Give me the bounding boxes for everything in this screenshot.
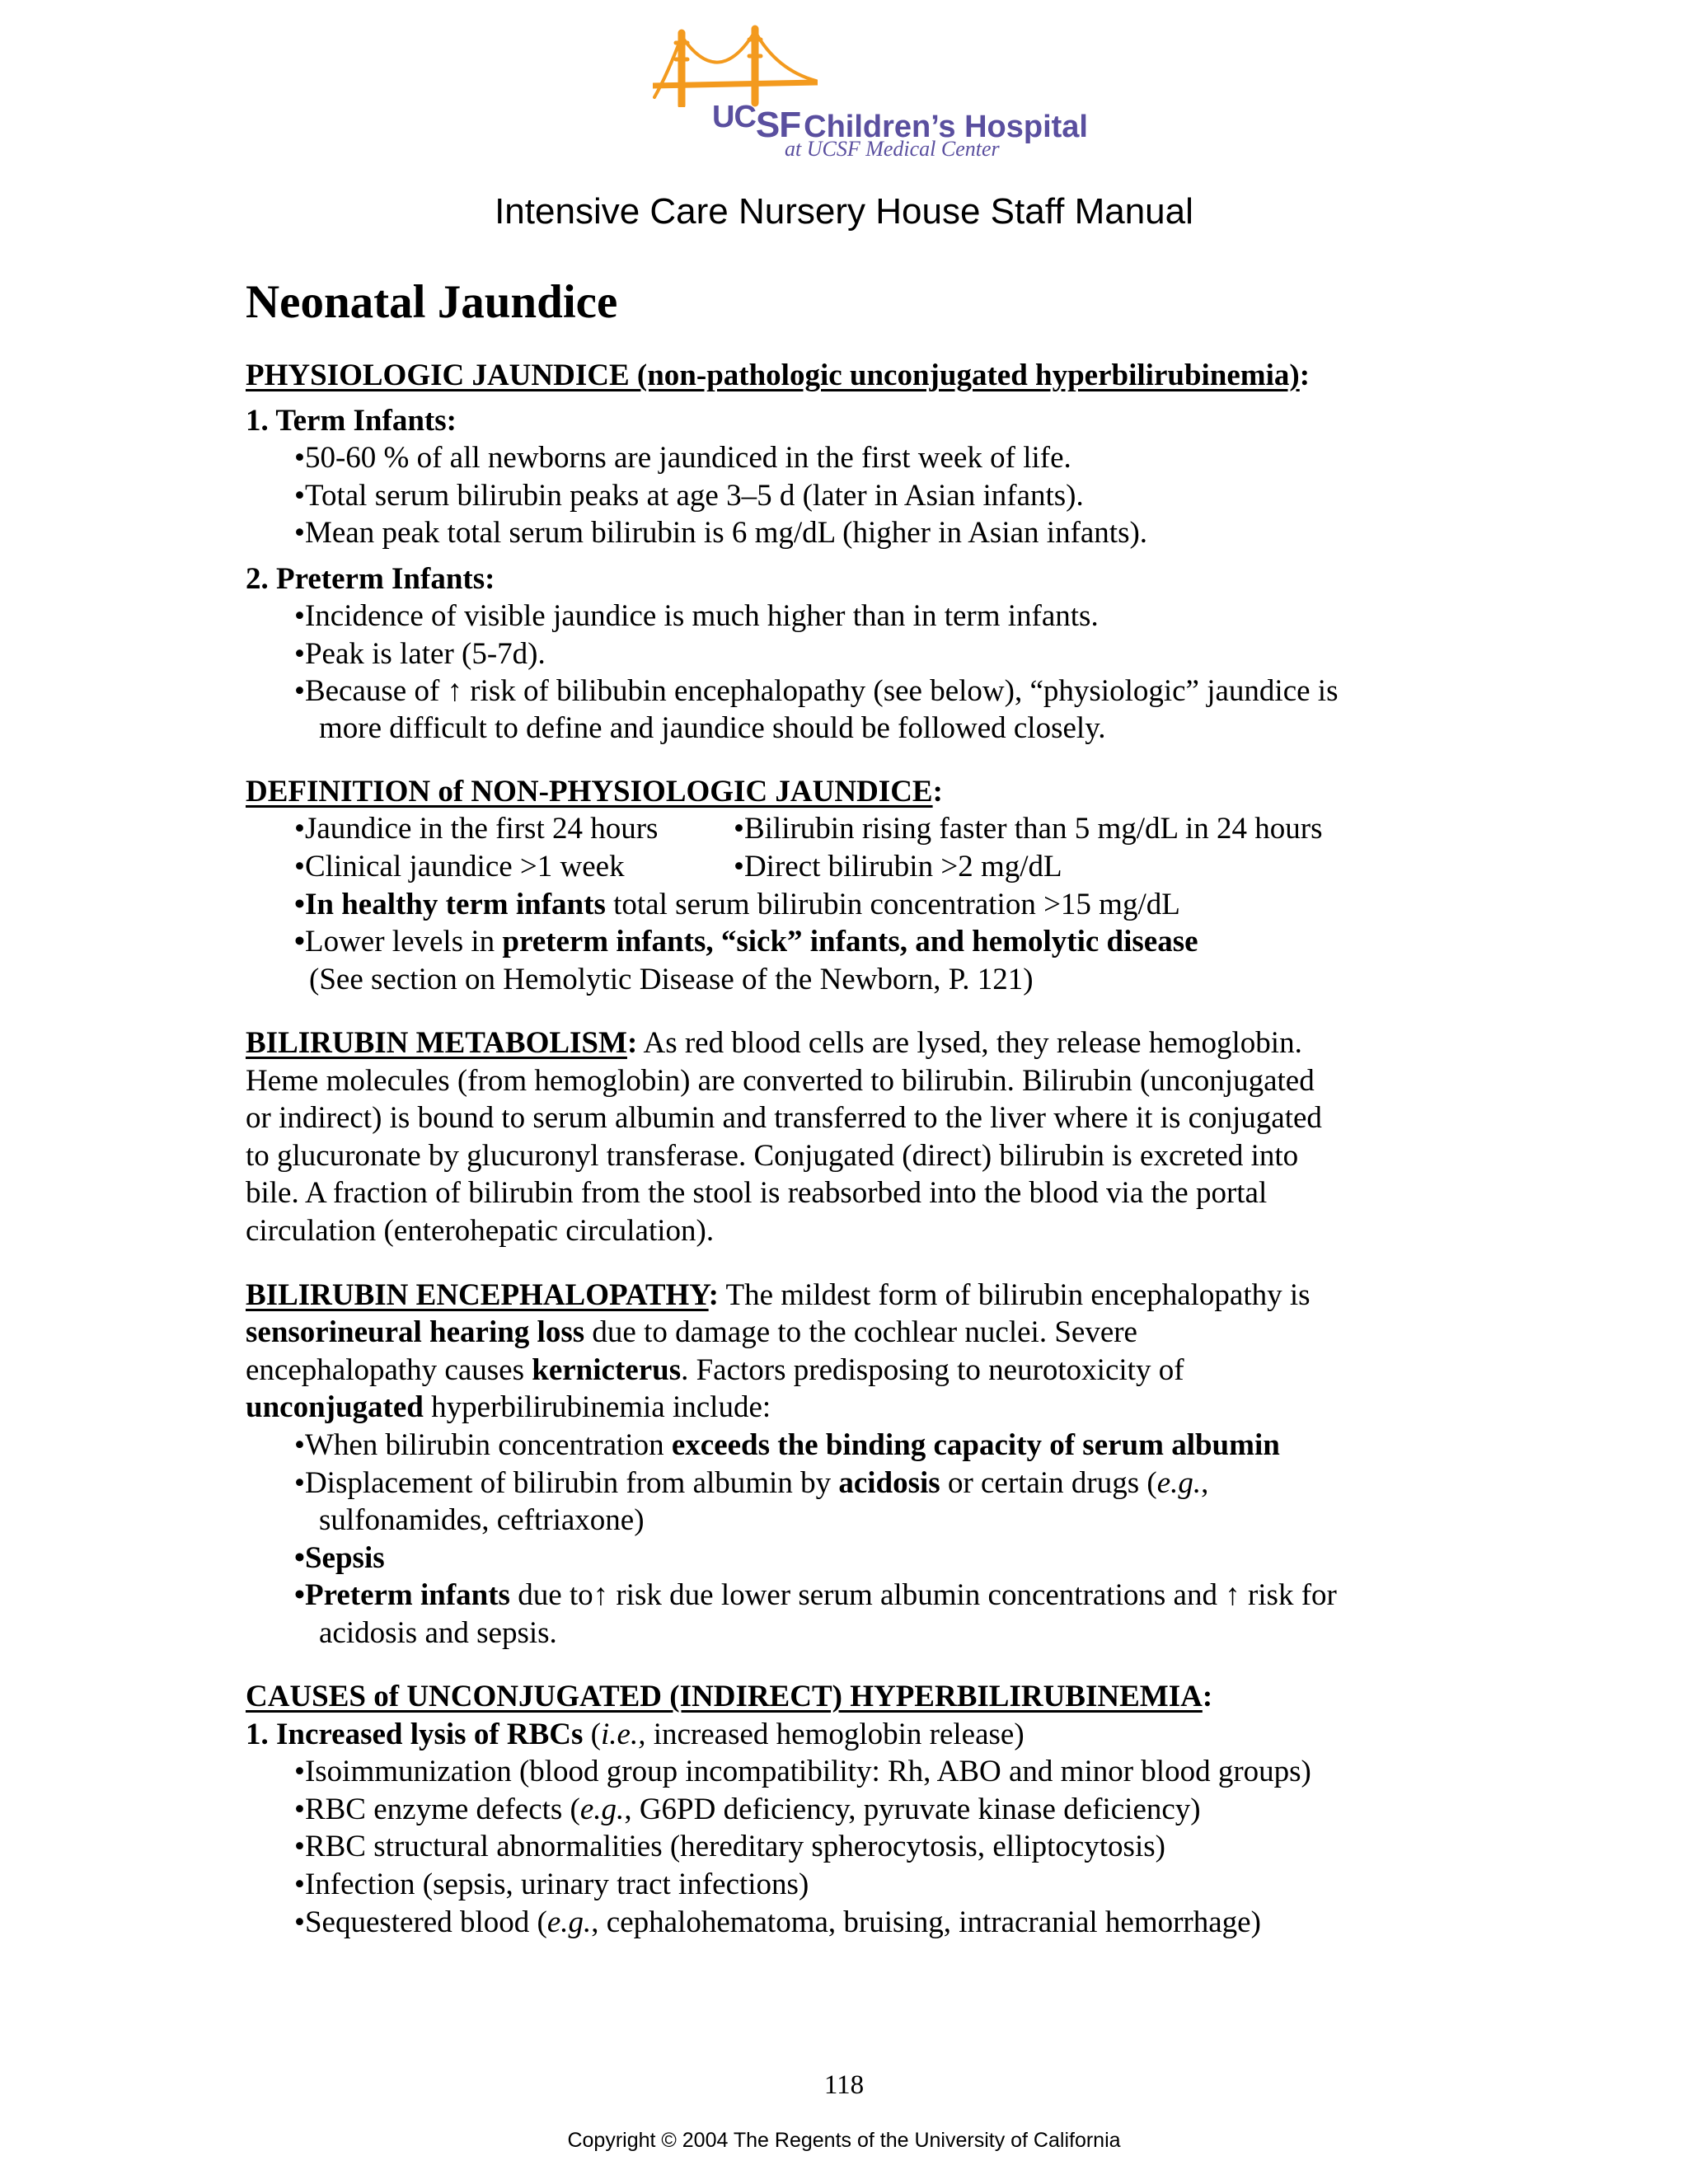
list-item: •Lower levels in preterm infants, “sick” infants, and hemolytic disease: [294, 925, 1198, 958]
list-item: •50-60 % of all newborns are jaundiced in the first week of life.: [294, 441, 1071, 475]
list-item: •Displacement of bilirubin from albumin by acidosis or certain drugs (e.g.,: [294, 1466, 1209, 1500]
list-item: •Total serum bilirubin peaks at age 3–5 d (later in Asian infants).: [294, 479, 1084, 513]
list-item: •Clinical jaundice >1 week: [294, 850, 625, 883]
list-item: •Preterm infants due to↑ risk due lower serum albumin concentrations and ↑ risk for: [294, 1578, 1337, 1612]
page-title: Neonatal Jaundice: [246, 276, 618, 328]
list-item: •RBC structural abnormalities (hereditary spherocytosis, elliptocytosis): [294, 1830, 1165, 1863]
paragraph-line: to glucuronate by glucuronyl transferase. Conjugated (direct) bilirubin is excreted into: [246, 1139, 1299, 1173]
paragraph-line: bile. A fraction of bilirubin from the stool is reabsorbed into the blood via the portal: [246, 1176, 1268, 1210]
section-heading-definition: DEFINITION of NON-PHYSIOLOGIC JAUNDICE:: [246, 775, 943, 808]
list-item: •Mean peak total serum bilirubin is 6 mg/dL (higher in Asian infants).: [294, 516, 1148, 550]
list-item: •Bilirubin rising faster than 5 mg/dL in 24 hours: [734, 812, 1323, 846]
page-number: 118: [823, 2070, 865, 2100]
logo-hospital-name: Children’s Hospital: [804, 110, 1088, 144]
list-item: •Peak is later (5-7d).: [294, 637, 546, 671]
cross-reference: (See section on Hemolytic Disease of the Newborn, P. 121): [309, 963, 1034, 996]
list-item: •RBC enzyme defects (e.g., G6PD deficiency, pyruvate kinase deficiency): [294, 1793, 1201, 1826]
term-infants-label: 1. Term Infants:: [246, 404, 457, 438]
logo-sf: SF: [755, 105, 801, 145]
list-item: •Isoimmunization (blood group incompatibility: Rh, ABO and minor blood groups): [294, 1755, 1311, 1788]
section-heading-causes: CAUSES of UNCONJUGATED (INDIRECT) HYPERBILIRUBINEMIA:: [246, 1680, 1213, 1713]
list-item: •Sequestered blood (e.g., cephalohematoma, bruising, intracranial hemorrhage): [294, 1905, 1261, 1939]
paragraph-encephalopathy: BILIRUBIN ENCEPHALOPATHY: The mildest form of bilirubin encephalopathy is: [246, 1278, 1311, 1312]
list-item: •When bilirubin concentration exceeds the binding capacity of serum albumin: [294, 1428, 1280, 1462]
list-item-continuation: acidosis and sepsis.: [319, 1616, 557, 1650]
logo-subtitle: at UCSF Medical Center: [785, 137, 1000, 161]
manual-title: Intensive Care Nursery House Staff Manual: [495, 191, 1193, 232]
paragraph-line: or indirect) is bound to serum albumin and transferred to the liver where it is conjugated: [246, 1101, 1322, 1135]
list-item: •Jaundice in the first 24 hours: [294, 812, 659, 846]
paragraph-line: encephalopathy causes kernicterus. Factors predisposing to neurotoxicity of: [246, 1353, 1184, 1387]
golden-gate-bridge-icon: [653, 25, 818, 107]
list-item: •In healthy term infants total serum bilirubin concentration >15 mg/dL: [294, 888, 1180, 921]
list-item: •Because of ↑ risk of bilibubin encephalopathy (see below), “physiologic” jaundice is: [294, 674, 1339, 708]
logo-uc: UC: [712, 100, 756, 134]
list-item-continuation: more difficult to define and jaundice should be followed closely.: [319, 711, 1106, 745]
ucsf-childrens-hospital-logo: [653, 25, 1088, 165]
paragraph-line: circulation (enterohepatic circulation).: [246, 1214, 715, 1248]
paragraph-metabolism: BILIRUBIN METABOLISM: As red blood cells are lysed, they release hemoglobin.: [246, 1026, 1302, 1060]
section-heading-physiologic: PHYSIOLOGIC JAUNDICE (non-pathologic unconjugated hyperbilirubinemia):: [246, 359, 1311, 392]
paragraph-line: unconjugated hyperbilirubinemia include:: [246, 1390, 771, 1424]
list-item: •Direct bilirubin >2 mg/dL: [734, 850, 1062, 883]
paragraph-line: Heme molecules (from hemoglobin) are converted to bilirubin. Bilirubin (unconjugated: [246, 1064, 1315, 1098]
list-item-continuation: sulfonamides, ceftriaxone): [319, 1503, 645, 1537]
preterm-infants-label: 2. Preterm Infants:: [246, 562, 495, 596]
copyright-notice: Copyright © 2004 The Regents of the University of California: [567, 2129, 1121, 2152]
list-item: •Sepsis: [294, 1541, 385, 1575]
list-item: •Incidence of visible jaundice is much higher than in term infants.: [294, 599, 1099, 633]
paragraph-line: sensorineural hearing loss due to damage to the cochlear nuclei. Severe: [246, 1315, 1137, 1349]
list-item: •Infection (sepsis, urinary tract infections): [294, 1868, 809, 1901]
numbered-item: 1. Increased lysis of RBCs (i.e., increased hemoglobin release): [246, 1718, 1025, 1751]
